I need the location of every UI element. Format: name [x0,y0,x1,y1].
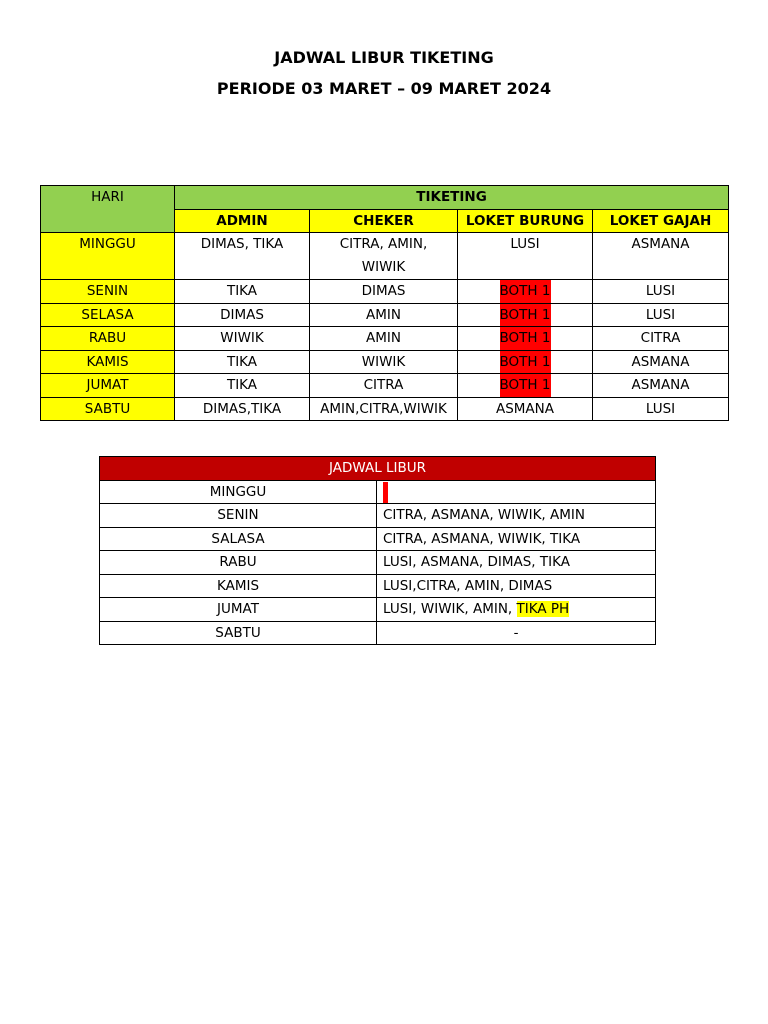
names-cell: - [377,621,656,645]
loket-burung-cell [458,303,593,327]
table-row [100,598,656,622]
names-cell [377,598,656,622]
ticketing-schedule-table [40,185,729,421]
highlighted-name: TIKA PH [516,601,570,617]
document-period: PERIODE 03 MARET – 09 MARET 2024 [216,79,552,98]
loket-burung-cell [458,280,593,304]
day-cell: MINGGU [41,233,175,280]
loket-burung-cell: LUSI [458,233,593,280]
admin-cell: DIMAS, TIKA [175,233,310,280]
table-row [41,397,729,421]
loket-burung-cell [458,327,593,351]
cheker-cell: WIWIK [310,350,458,374]
day-cell: SALASA [100,527,377,551]
cheker-cell: AMIN,CITRA,WIWIK [310,397,458,421]
table-row [41,303,729,327]
names-cell: LUSI,CITRA, AMIN, DIMAS [377,574,656,598]
day-cell: SABTU [41,397,175,421]
cheker-cell: DIMAS [310,280,458,304]
admin-cell: TIKA [175,374,310,398]
cheker-cell: CITRA [310,374,458,398]
table-header-row [100,457,656,481]
column-header-loket-gajah: LOKET GAJAH [593,209,729,233]
cheker-cell [310,233,458,280]
both-badge: BOTH 1 [500,280,551,303]
admin-cell: DIMAS [175,303,310,327]
cheker-line-1: CITRA, AMIN, [339,236,428,252]
table-row [100,504,656,528]
jadwal-libur-header: JADWAL LIBUR [100,457,656,481]
day-cell: SENIN [41,280,175,304]
day-cell: JUMAT [100,598,377,622]
names-cell: CITRA, ASMANA, WIWIK, AMIN [377,504,656,528]
table-row [41,327,729,351]
loket-gajah-cell: ASMANA [593,350,729,374]
day-cell: JUMAT [41,374,175,398]
loket-burung-cell: ASMANA [458,397,593,421]
table-row [100,527,656,551]
loket-gajah-cell: ASMANA [593,374,729,398]
loket-gajah-cell: LUSI [593,397,729,421]
day-off-table [99,456,656,645]
column-header-loket-burung: LOKET BURUNG [458,209,593,233]
red-marker [383,482,388,503]
day-cell: SENIN [100,504,377,528]
hari-header: HARI [41,186,175,233]
names-cell: LUSI, ASMANA, DIMAS, TIKA [377,551,656,575]
day-cell: KAMIS [41,350,175,374]
column-header-cheker: CHEKER [310,209,458,233]
names-cell [377,480,656,504]
table-row [41,350,729,374]
day-cell: RABU [41,327,175,351]
cheker-cell: AMIN [310,303,458,327]
loket-gajah-cell: LUSI [593,280,729,304]
tiketing-header: TIKETING [175,186,729,210]
admin-cell: TIKA [175,280,310,304]
both-badge: BOTH 1 [500,304,551,327]
admin-cell: WIWIK [175,327,310,351]
table-row [41,374,729,398]
cheker-cell: AMIN [310,327,458,351]
loket-gajah-cell: ASMANA [593,233,729,280]
admin-cell: TIKA [175,350,310,374]
table-row [100,621,656,645]
day-cell: MINGGU [100,480,377,504]
names-text: LUSI, WIWIK, AMIN, [383,601,517,617]
day-cell: SABTU [100,621,377,645]
table-row [100,480,656,504]
table-header-row [41,186,729,210]
both-badge: BOTH 1 [500,351,551,374]
table-row [41,233,729,280]
both-badge: BOTH 1 [500,374,551,397]
table-row [100,574,656,598]
cheker-line-2: WIWIK [361,258,406,275]
day-cell: RABU [100,551,377,575]
loket-gajah-cell: LUSI [593,303,729,327]
day-cell: KAMIS [100,574,377,598]
table-row [41,280,729,304]
day-cell: SELASA [41,303,175,327]
table-row [100,551,656,575]
loket-burung-cell [458,374,593,398]
document-title: JADWAL LIBUR TIKETING [274,48,494,67]
loket-burung-cell [458,350,593,374]
admin-cell: DIMAS,TIKA [175,397,310,421]
loket-gajah-cell: CITRA [593,327,729,351]
names-cell: CITRA, ASMANA, WIWIK, TIKA [377,527,656,551]
column-header-admin: ADMIN [175,209,310,233]
both-badge: BOTH 1 [500,327,551,350]
